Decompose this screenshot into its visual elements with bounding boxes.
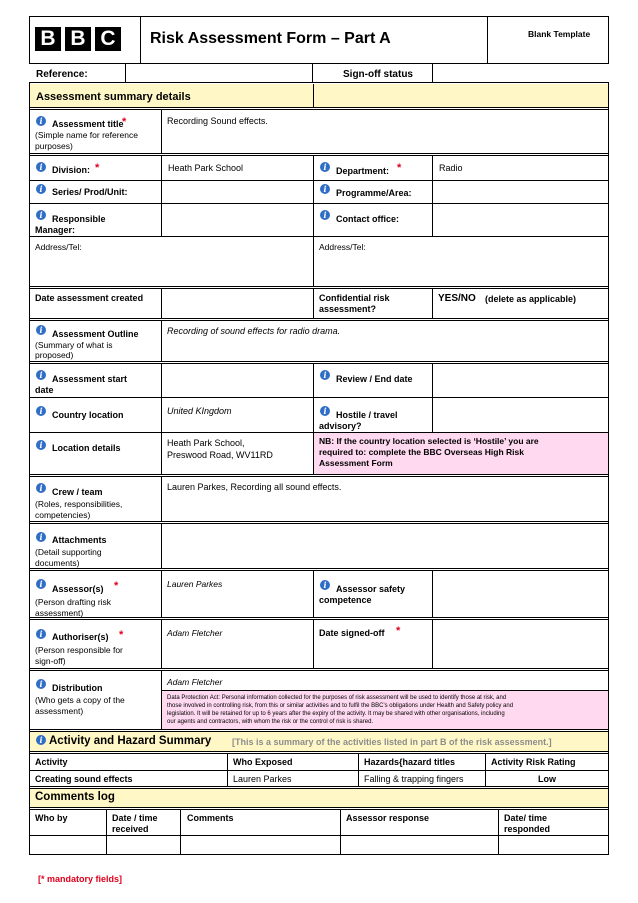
mandatory-asterisk: * (122, 116, 127, 128)
address-right: Address/Tel: (319, 242, 366, 252)
signoff-field[interactable] (432, 64, 433, 82)
info-icon[interactable]: i (320, 210, 330, 220)
division-label: Division: (52, 165, 91, 175)
info-icon[interactable]: i (36, 184, 46, 194)
activity-heading-note: [This is a summary of the activities listed in part B of the risk assessment.] (232, 737, 552, 747)
info-icon[interactable]: i (320, 406, 330, 416)
crew-label: Crew / team (52, 487, 103, 497)
comments-header (30, 789, 608, 808)
summary-heading: Assessment summary details (36, 91, 191, 103)
authorisers-value[interactable]: Adam Fletcher (167, 628, 223, 638)
mandatory-asterisk: * (95, 162, 100, 174)
hostile-label: advisory? (319, 421, 362, 431)
comments-column-header: Date/ time responded (504, 813, 551, 834)
attachments-label: Attachments (52, 535, 107, 545)
outline-value[interactable]: Recording of sound effects for radio drama. (167, 326, 341, 336)
info-icon[interactable]: i (36, 162, 46, 172)
responsible-label: Manager: (35, 225, 76, 235)
risk-rating-cell: Low (538, 774, 556, 784)
crew-value[interactable]: Lauren Parkes, Recording all sound effects. (167, 482, 342, 492)
confidential-note: (delete as applicable) (485, 294, 577, 304)
assessment-title-value[interactable]: Recording Sound effects. (167, 116, 268, 126)
assessor-safety-label: Assessor safety (336, 584, 406, 594)
crew-hint: competencies) (35, 510, 91, 520)
nb-text: Assessment Form (319, 458, 393, 468)
activity-heading: Activity and Hazard Summary (49, 735, 212, 747)
data-protection-text: Data Protection Act: Personal information collected for the purposes of risk assessment will be used to identify those at risk, and (167, 695, 507, 701)
info-icon[interactable]: i (36, 370, 46, 380)
activity-column-header: Hazards{hazard titles (364, 757, 456, 767)
attachments-hint: (Detail supporting (35, 547, 102, 557)
comments-column-header: Comments (187, 813, 234, 823)
info-icon[interactable]: i (320, 370, 330, 380)
confidential-label: Confidential risk (319, 293, 390, 303)
info-icon[interactable]: i (320, 184, 330, 194)
distribution-label: Distribution (52, 683, 103, 693)
confidential-value[interactable]: YES/NO (438, 293, 476, 304)
hostile-label: Hostile / travel (336, 410, 398, 420)
assessment-title-label: Assessment title (52, 119, 124, 129)
data-protection-text: our agents and contractors, with whom the risk or the control of risk is shared. (167, 719, 374, 725)
distribution-value[interactable]: Adam Fletcher (167, 677, 223, 687)
comments-heading: Comments log (35, 791, 115, 803)
programme-label: Programme/Area: (336, 188, 412, 198)
info-icon[interactable]: i (36, 116, 46, 126)
logo-letter: B (35, 27, 61, 51)
authorisers-hint: (Person responsible for (35, 645, 123, 655)
start-label: Assessment start (52, 374, 128, 384)
assessors-label: Assessor(s) (52, 584, 104, 594)
department-label: Department: (336, 166, 390, 176)
distribution-hint: (Who gets a copy of the (35, 695, 125, 705)
outline-hint: proposed) (35, 350, 74, 360)
hazard-cell: Falling & trapping fingers (364, 774, 464, 784)
confidential-label: assessment? (319, 304, 377, 314)
activity-cell: Creating sound effects (35, 774, 133, 784)
mandatory-asterisk: * (397, 162, 402, 174)
comments-column-header: Assessor response (346, 813, 430, 823)
authorisers-hint: sign-off) (35, 656, 66, 666)
date-created-label: Date assessment created (35, 293, 144, 303)
responsible-label: Responsible (52, 214, 106, 224)
assessment-title-hint: (Simple name for reference (35, 130, 138, 140)
info-icon[interactable]: i (320, 580, 330, 590)
activity-column-header: Who Exposed (233, 757, 293, 767)
signoff-label: Sign-off status (343, 69, 413, 80)
country-label: Country location (52, 410, 124, 420)
assessors-value[interactable]: Lauren Parkes (167, 579, 223, 589)
logo-letter: B (65, 27, 91, 51)
comments-column-header: Who by (35, 813, 68, 823)
outline-hint: (Summary of what is (35, 340, 113, 350)
mandatory-asterisk: * (396, 625, 401, 637)
info-icon[interactable]: i (36, 532, 46, 542)
nb-text: NB: If the country location selected is ‘Hostile’ you are (319, 436, 539, 446)
distribution-hint: assessment) (35, 706, 84, 716)
info-icon[interactable]: i (36, 440, 46, 450)
mandatory-note: [* mandatory fields] (38, 874, 123, 884)
assessors-hint: assessment) (35, 608, 84, 618)
date-signed-label: Date signed-off (319, 628, 385, 638)
info-icon[interactable]: i (36, 406, 46, 416)
info-icon[interactable]: i (36, 325, 46, 335)
location-label: Location details (52, 443, 121, 453)
activity-column-header: Activity Risk Rating (491, 757, 576, 767)
assessor-safety-label: competence (319, 595, 372, 605)
department-value[interactable]: Radio (439, 163, 463, 173)
info-icon[interactable]: i (36, 483, 46, 493)
attachments-hint: documents) (35, 558, 80, 568)
address-left: Address/Tel: (35, 242, 82, 252)
assessors-hint: (Person drafting risk (35, 597, 112, 607)
location-value[interactable]: Heath Park School, (167, 438, 245, 448)
outline-label: Assessment Outline (52, 329, 139, 339)
info-icon[interactable]: i (36, 579, 46, 589)
mandatory-asterisk: * (119, 629, 124, 641)
review-label: Review / End date (336, 374, 413, 384)
table-row[interactable] (30, 836, 608, 854)
page-title: Risk Assessment Form – Part A (150, 30, 391, 47)
series-label: Series/ Prod/Unit: (52, 187, 128, 197)
start-label: date (35, 385, 54, 395)
division-value[interactable]: Heath Park School (168, 163, 244, 173)
contact-label: Contact office: (336, 214, 399, 224)
nb-text: required to: complete the BBC Overseas High Risk (319, 447, 524, 457)
comments-column-header: Date / time received (112, 813, 158, 834)
location-value[interactable]: Preswood Road, WV11RD (167, 450, 273, 460)
who-exposed-cell: Lauren Parkes (233, 774, 292, 784)
logo-letter: C (95, 27, 121, 51)
info-icon[interactable]: i (320, 162, 330, 172)
crew-hint: (Roles, responsibilities, (35, 499, 123, 509)
mandatory-asterisk: * (114, 580, 119, 592)
country-value[interactable]: United KIngdom (167, 406, 232, 416)
info-icon[interactable]: i (36, 679, 46, 689)
template-label: Blank Template (528, 29, 591, 39)
activity-column-header: Activity (35, 757, 68, 767)
reference-label: Reference: (36, 69, 88, 80)
info-icon[interactable]: i (36, 735, 46, 745)
reference-field[interactable] (125, 64, 313, 82)
data-protection-text: those involved in controlling risk, from this or similar activities and to fulfil the BBC’s obligations under Health and Safety policy and (167, 703, 514, 709)
info-icon[interactable]: i (36, 210, 46, 220)
authorisers-label: Authoriser(s) (52, 632, 109, 642)
assessment-title-hint: purposes) (35, 141, 73, 151)
data-protection-text: legislation. It will be retained for up to 6 years after the expiry of the activity. It may be shared with other organisations, including (167, 711, 505, 717)
info-icon[interactable]: i (36, 629, 46, 639)
